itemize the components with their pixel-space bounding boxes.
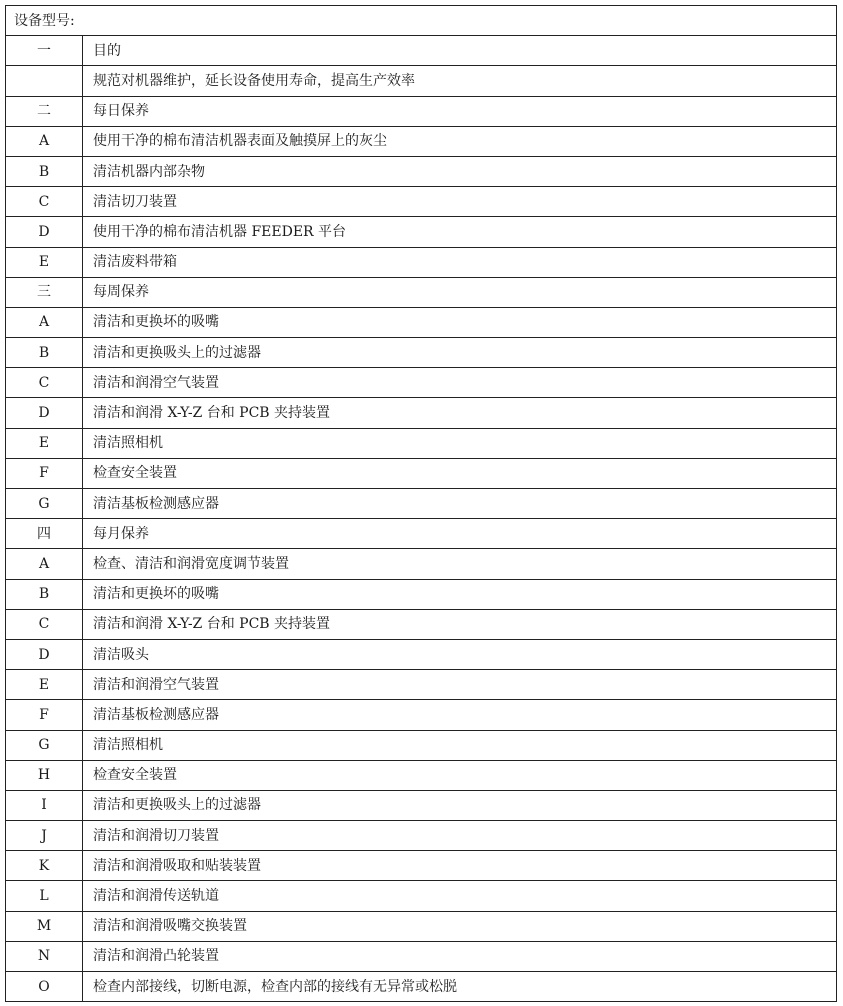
row-text: 清洁机器内部杂物 [83, 156, 837, 186]
row-text: 清洁和润滑切刀装置 [83, 821, 837, 851]
table-row [6, 579, 837, 609]
row-text: 清洁和润滑吸取和贴装装置 [83, 851, 837, 881]
row-text: 每日保养 [83, 96, 837, 126]
row-code: D [6, 639, 83, 669]
table-row [6, 700, 837, 730]
row-text: 清洁和润滑传送轨道 [83, 881, 837, 911]
row-text: 每周保养 [83, 277, 837, 307]
table-row [6, 790, 837, 820]
row-code: F [6, 700, 83, 730]
row-code: 一 [6, 36, 83, 66]
row-text: 清洁切刀装置 [83, 187, 837, 217]
row-code: C [6, 368, 83, 398]
row-code [6, 66, 83, 96]
row-text: 清洁和更换吸头上的过滤器 [83, 790, 837, 820]
row-text: 每月保养 [83, 519, 837, 549]
row-text: 清洁基板检测感应器 [83, 700, 837, 730]
row-text: 检查安全装置 [83, 760, 837, 790]
table-row [6, 126, 837, 156]
row-text: 检查内部接线，切断电源，检查内部的接线有无异常或松脱 [83, 972, 837, 1002]
row-code: B [6, 156, 83, 186]
row-code: K [6, 851, 83, 881]
row-text: 清洁和润滑吸嘴交换装置 [83, 911, 837, 941]
table-row [6, 972, 837, 1002]
row-code: E [6, 247, 83, 277]
row-code: G [6, 730, 83, 760]
row-code: B [6, 338, 83, 368]
row-text: 检查、清洁和润滑宽度调节装置 [83, 549, 837, 579]
header-row [6, 6, 837, 36]
table-row [6, 247, 837, 277]
device-model-label: 设备型号: [6, 6, 837, 36]
row-code: J [6, 821, 83, 851]
table-row [6, 458, 837, 488]
row-code: 三 [6, 277, 83, 307]
row-code: C [6, 609, 83, 639]
row-code: C [6, 187, 83, 217]
row-text: 使用干净的棉布清洁机器 FEEDER 平台 [83, 217, 837, 247]
row-text: 清洁和更换坏的吸嘴 [83, 579, 837, 609]
row-code: G [6, 489, 83, 519]
table-row [6, 670, 837, 700]
row-code: I [6, 790, 83, 820]
row-code: A [6, 549, 83, 579]
table-row [6, 66, 837, 96]
row-code: E [6, 670, 83, 700]
table-row [6, 519, 837, 549]
table-row [6, 911, 837, 941]
row-code: B [6, 579, 83, 609]
maintenance-table [5, 5, 837, 1002]
table-row [6, 851, 837, 881]
row-text: 清洁和更换坏的吸嘴 [83, 307, 837, 337]
row-text: 清洁基板检测感应器 [83, 489, 837, 519]
row-text: 检查安全装置 [83, 458, 837, 488]
table-row [6, 156, 837, 186]
table-row [6, 941, 837, 971]
table-row [6, 187, 837, 217]
table-row [6, 307, 837, 337]
row-text: 清洁和润滑空气装置 [83, 670, 837, 700]
table-row [6, 368, 837, 398]
row-code: 四 [6, 519, 83, 549]
row-code: E [6, 428, 83, 458]
row-code: A [6, 307, 83, 337]
table-row [6, 639, 837, 669]
row-code: D [6, 217, 83, 247]
row-text: 清洁和更换吸头上的过滤器 [83, 338, 837, 368]
table-row [6, 760, 837, 790]
table-row [6, 821, 837, 851]
table-row [6, 549, 837, 579]
row-code: H [6, 760, 83, 790]
row-code: A [6, 126, 83, 156]
row-text: 使用干净的棉布清洁机器表面及触摸屏上的灰尘 [83, 126, 837, 156]
row-text: 清洁和润滑空气装置 [83, 368, 837, 398]
row-code: F [6, 458, 83, 488]
table-row [6, 36, 837, 66]
row-text: 目的 [83, 36, 837, 66]
row-code: N [6, 941, 83, 971]
row-text: 清洁吸头 [83, 639, 837, 669]
row-text: 规范对机器维护，延长设备使用寿命，提高生产效率 [83, 66, 837, 96]
row-text: 清洁和润滑 X-Y-Z 台和 PCB 夹持装置 [83, 398, 837, 428]
table-row [6, 730, 837, 760]
table-row [6, 398, 837, 428]
table-row [6, 609, 837, 639]
table-row [6, 217, 837, 247]
row-text: 清洁废料带箱 [83, 247, 837, 277]
row-text: 清洁和润滑凸轮装置 [83, 941, 837, 971]
table-row [6, 277, 837, 307]
table-row [6, 428, 837, 458]
row-code: 二 [6, 96, 83, 126]
row-code: M [6, 911, 83, 941]
table-row [6, 881, 837, 911]
table-row [6, 96, 837, 126]
row-text: 清洁照相机 [83, 428, 837, 458]
table-row [6, 338, 837, 368]
row-code: D [6, 398, 83, 428]
row-code: O [6, 972, 83, 1002]
row-code: L [6, 881, 83, 911]
row-text: 清洁和润滑 X-Y-Z 台和 PCB 夹持装置 [83, 609, 837, 639]
row-text: 清洁照相机 [83, 730, 837, 760]
table-row [6, 489, 837, 519]
